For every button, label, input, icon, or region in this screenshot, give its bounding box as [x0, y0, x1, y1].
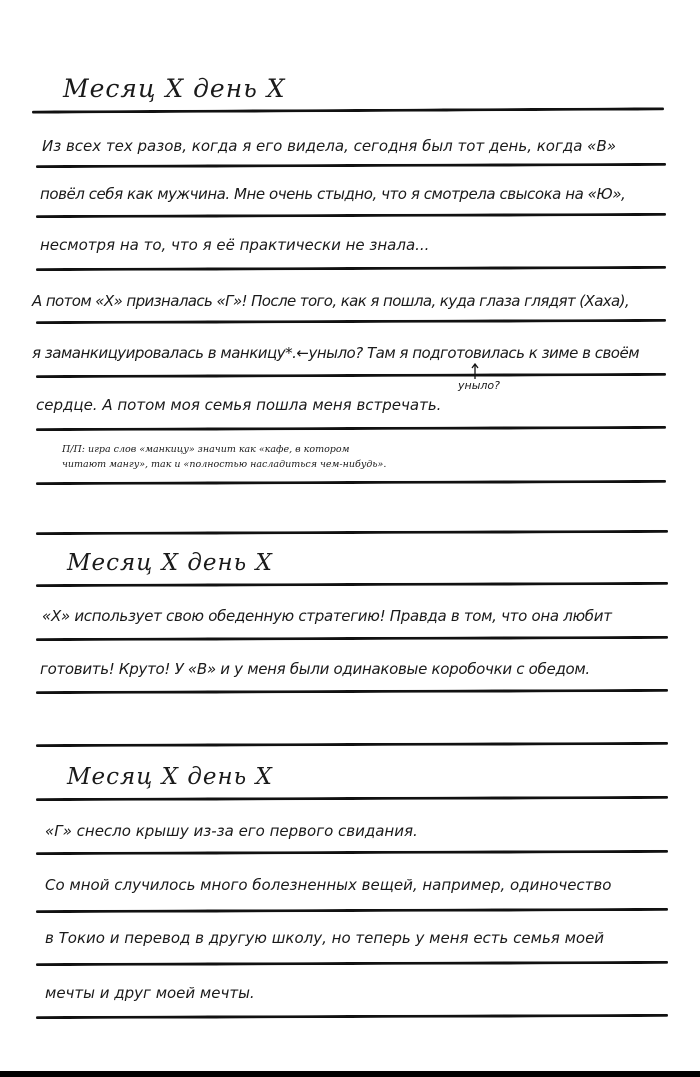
entry-1-line-4: А потом «Х» призналась «Г»! После того, как я пошла, куда глаза глядят (Хаха),	[32, 292, 630, 310]
ruled-line	[36, 530, 668, 535]
ruled-line	[36, 480, 666, 485]
ruled-line	[32, 107, 664, 113]
entry-1-line-2: повёл себя как мужчина. Мне очень стыдно, что я смотрела свысока на «Ю»,	[40, 185, 626, 203]
entry-2-line-1: «Х» использует свою обеденную стратегию! Правда в том, что она любит	[42, 607, 612, 625]
entry-3-line-2: Со мной случилось много болезненных вещей, например, одиночество	[45, 876, 612, 894]
ruled-line	[36, 961, 668, 966]
ruled-line	[36, 908, 668, 913]
ruled-line	[36, 163, 666, 168]
ruled-line	[36, 373, 666, 378]
entry-3-heading: Месяц Х день Х	[67, 764, 273, 790]
entry-1-line-1: Из всех тех разов, когда я его видела, сегодня был тот день, когда «В»	[42, 137, 616, 155]
ruled-line	[36, 796, 668, 801]
ruled-line	[36, 319, 666, 324]
ruled-line	[36, 850, 668, 855]
ruled-line	[36, 266, 666, 271]
entry-3-line-3: в Токио и перевод в другую школу, но теперь у меня есть семья моей	[45, 929, 605, 947]
ruled-line	[36, 742, 668, 747]
entry-1-heading: Месяц Х день Х	[63, 74, 286, 103]
entry-3-line-1: «Г» снесло крышу из-за его первого свидания.	[45, 822, 418, 840]
ruled-line	[36, 1014, 668, 1019]
ruled-line	[36, 213, 666, 218]
entry-1-line-3: несмотря на то, что я её практически не знала...	[40, 236, 430, 254]
ruled-line	[36, 426, 666, 431]
footnote-line-2: читают мангу», так и «полностью насладиться чем-нибудь».	[62, 459, 387, 470]
margin-note: уныло?	[458, 379, 500, 392]
ruled-line	[36, 689, 668, 694]
entry-1-line-6: сердце. А потом моя семья пошла меня встречать.	[36, 396, 442, 414]
entry-2-line-2: готовить! Круто! У «В» и у меня были одинаковые коробочки с обедом.	[40, 660, 590, 678]
page-edge	[0, 1071, 700, 1077]
footnote-line-1: П/П: игра слов «манкицу» значит как «кафе, в котором	[62, 444, 350, 455]
entry-1-line-5: я заманкицуировалась в манкицу*.←уныло? Там я подготовилась к зиме в своём	[32, 344, 640, 362]
entry-2-heading: Месяц Х день Х	[67, 550, 273, 576]
ruled-line	[36, 582, 668, 587]
ruled-line	[36, 636, 668, 641]
entry-3-line-4: мечты и друг моей мечты.	[45, 984, 255, 1002]
